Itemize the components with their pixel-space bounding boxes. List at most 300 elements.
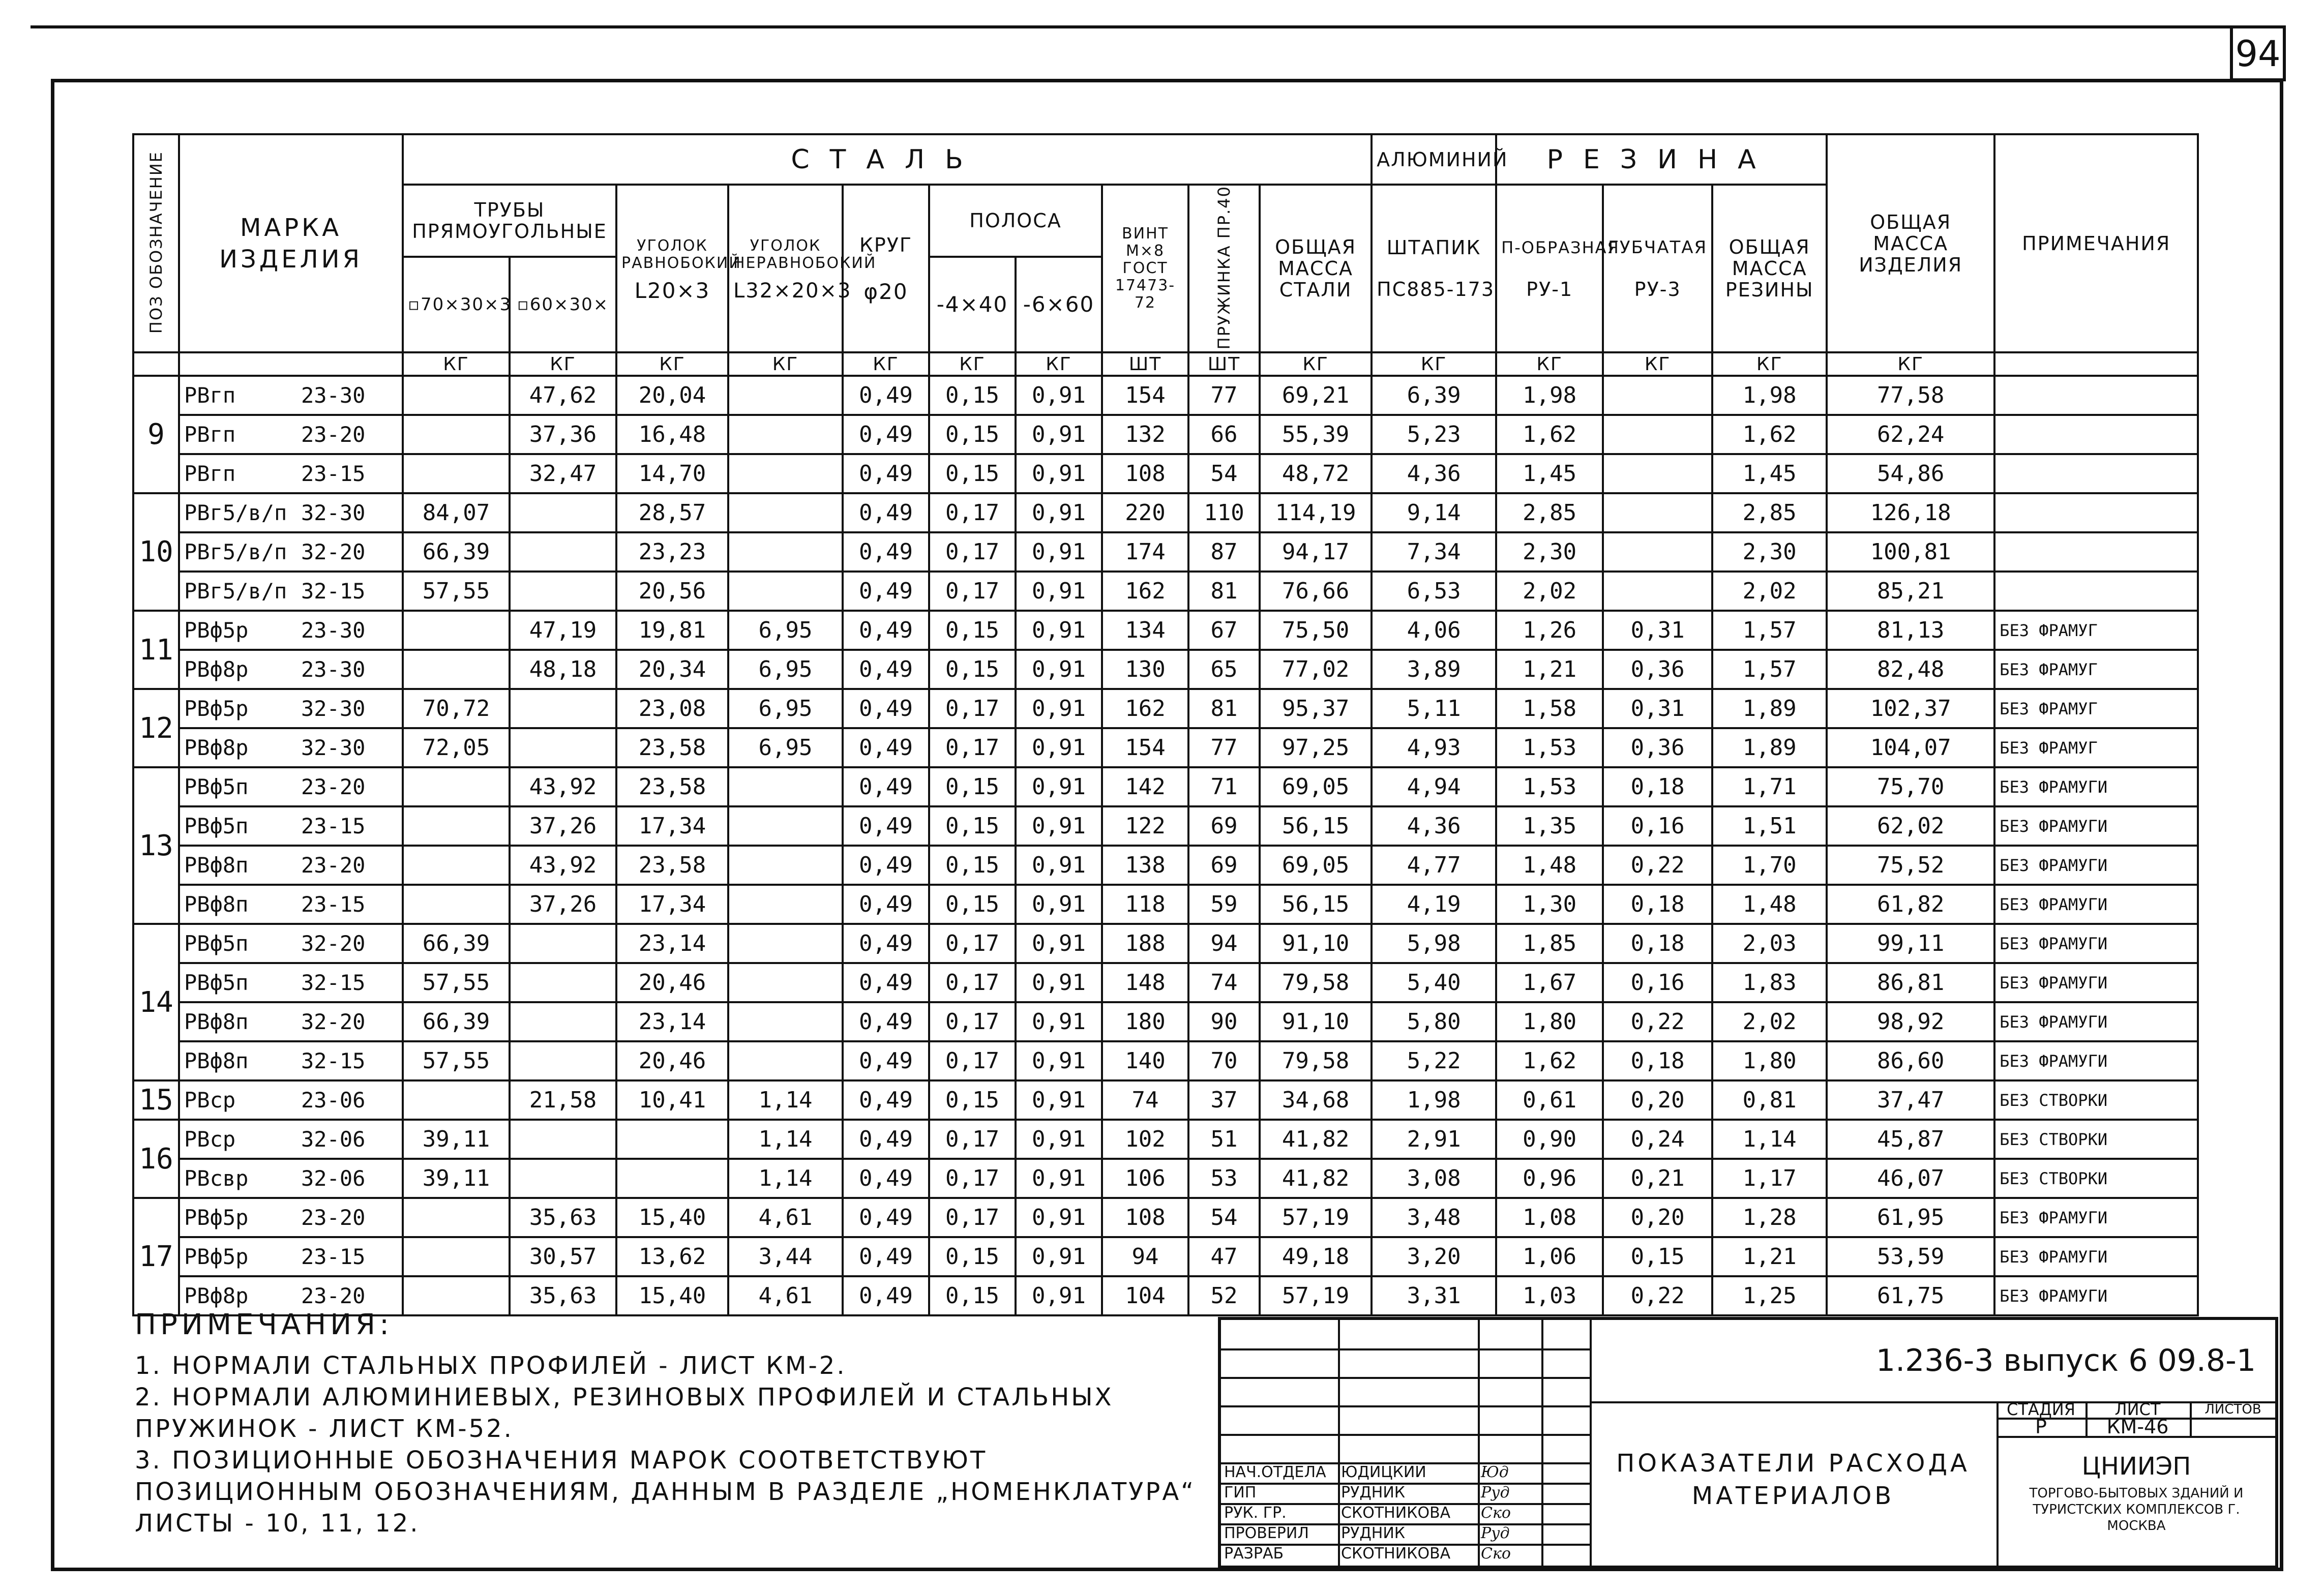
row-note: БЕЗ СТВОРКИ xyxy=(1994,1080,2198,1120)
row-value: 49,18 xyxy=(1260,1237,1372,1276)
sheet-value: КМ-46 xyxy=(2106,1416,2169,1438)
row-value: 94 xyxy=(1188,924,1260,963)
row-value: 4,61 xyxy=(728,1198,843,1237)
row-value: 54 xyxy=(1188,454,1260,493)
row-note: БЕЗ ФРАМУГ xyxy=(1994,689,2198,728)
row-value: 84,07 xyxy=(403,493,510,532)
row-value: 75,50 xyxy=(1260,611,1372,650)
steel-total-header: ОБЩАЯ МАССА СТАЛИ xyxy=(1260,185,1372,352)
unit-cell: КГ xyxy=(1372,352,1496,376)
row-value: 7,34 xyxy=(1372,532,1496,572)
row-value: 0,91 xyxy=(1016,1041,1102,1080)
row-value: 52 xyxy=(1188,1276,1260,1315)
row-value: 0,91 xyxy=(1016,924,1102,963)
row-value: 162 xyxy=(1102,572,1188,611)
tb-hline-2 xyxy=(1221,1377,1590,1379)
row-value: 3,89 xyxy=(1372,650,1496,689)
strip-a-header: -4×40 xyxy=(929,257,1016,352)
table-row xyxy=(133,1080,2198,1120)
table-body xyxy=(133,376,2198,1315)
row-value: 1,30 xyxy=(1496,885,1603,924)
row-value: 132 xyxy=(1102,415,1188,454)
row-value: 0,49 xyxy=(843,963,929,1002)
row-mark xyxy=(179,650,403,689)
row-mark xyxy=(179,1120,403,1159)
org-name: ЦНИИЭП xyxy=(2081,1452,2191,1481)
row-mark xyxy=(179,454,403,493)
row-value: 20,04 xyxy=(616,376,728,415)
sheet-number: 94 xyxy=(2230,25,2286,81)
row-value: 1,35 xyxy=(1496,806,1603,846)
table-row xyxy=(133,689,2198,728)
row-mark xyxy=(179,1080,403,1120)
row-value: 69,21 xyxy=(1260,376,1372,415)
row-value: 2,02 xyxy=(1712,1002,1827,1041)
row-mark xyxy=(179,806,403,846)
row-pos: 12 xyxy=(133,689,179,767)
row-value: 6,95 xyxy=(728,611,843,650)
row-value: 138 xyxy=(1102,846,1188,885)
notes-title: ПРИМЕЧАНИЯ: xyxy=(135,1308,393,1341)
mark-code: РВф8п xyxy=(184,1009,249,1035)
table-row xyxy=(133,1198,2198,1237)
row-value xyxy=(1603,493,1712,532)
units-row xyxy=(133,352,2198,376)
row-value xyxy=(1603,415,1712,454)
mark-size: 23-06 xyxy=(301,1088,366,1113)
row-value xyxy=(728,1041,843,1080)
angle-neq-header xyxy=(728,185,877,352)
units-blank-mark xyxy=(179,352,403,376)
unit-cell: КГ xyxy=(843,352,929,376)
row-value xyxy=(728,532,843,572)
row-value: 0,15 xyxy=(929,806,1016,846)
signer-signature: Юд xyxy=(1481,1463,1509,1481)
row-value: 0,15 xyxy=(929,767,1016,806)
tb-hline-1 xyxy=(1221,1348,1590,1350)
row-value: 47 xyxy=(1188,1237,1260,1276)
row-value: 0,91 xyxy=(1016,454,1102,493)
row-value: 23,14 xyxy=(616,924,728,963)
row-value: 1,28 xyxy=(1712,1198,1827,1237)
stage-header: СТАДИЯ xyxy=(2007,1400,2075,1419)
row-mark xyxy=(179,415,403,454)
row-value: 0,96 xyxy=(1496,1159,1603,1198)
row-value xyxy=(403,1237,510,1276)
row-value: 99,11 xyxy=(1827,924,1994,963)
row-value: 0,49 xyxy=(843,611,929,650)
row-value: 34,68 xyxy=(1260,1080,1372,1120)
signer-role: РУК. ГР. xyxy=(1224,1504,1287,1522)
row-value: 2,02 xyxy=(1496,572,1603,611)
row-note xyxy=(1994,493,2198,532)
row-value: 0,49 xyxy=(843,572,929,611)
row-value: 0,15 xyxy=(929,885,1016,924)
row-value: 1,14 xyxy=(728,1120,843,1159)
row-value: 0,49 xyxy=(843,376,929,415)
signer-name: СКОТНИКОВА xyxy=(1341,1504,1451,1522)
row-value: 23,58 xyxy=(616,728,728,767)
mark-size: 23-20 xyxy=(301,422,366,447)
row-value: 56,15 xyxy=(1260,806,1372,846)
row-value: 97,25 xyxy=(1260,728,1372,767)
row-value xyxy=(1603,572,1712,611)
row-value xyxy=(510,1159,616,1198)
row-value: 10,41 xyxy=(616,1080,728,1120)
row-value xyxy=(510,532,616,572)
row-value: 61,95 xyxy=(1827,1198,1994,1237)
row-value: 4,19 xyxy=(1372,885,1496,924)
mark-code: РВф8р xyxy=(184,1283,249,1309)
row-value: 0,91 xyxy=(1016,1237,1102,1276)
row-value xyxy=(510,689,616,728)
mark-size: 23-15 xyxy=(301,892,366,917)
row-value xyxy=(510,572,616,611)
units-blank-pos xyxy=(133,352,179,376)
row-value: 1,48 xyxy=(1712,885,1827,924)
row-value: 1,98 xyxy=(1372,1080,1496,1120)
unit-cell: КГ xyxy=(403,352,510,376)
row-value: 0,15 xyxy=(929,846,1016,885)
row-value: 0,91 xyxy=(1016,611,1102,650)
row-value: 0,91 xyxy=(1016,493,1102,532)
row-value: 5,80 xyxy=(1372,1002,1496,1041)
row-value xyxy=(403,650,510,689)
doc-title: ПОКАЗАТЕЛИ РАСХОДА МАТЕРИАЛОВ xyxy=(1616,1449,1970,1510)
row-value xyxy=(616,1120,728,1159)
row-mark xyxy=(179,963,403,1002)
row-value: 4,77 xyxy=(1372,846,1496,885)
row-value: 67 xyxy=(1188,611,1260,650)
row-value: 74 xyxy=(1102,1080,1188,1120)
row-value: 82,48 xyxy=(1827,650,1994,689)
row-value: 4,93 xyxy=(1372,728,1496,767)
table-row xyxy=(133,1120,2198,1159)
row-mark xyxy=(179,1237,403,1276)
row-value: 55,39 xyxy=(1260,415,1372,454)
row-value: 0,17 xyxy=(929,1198,1016,1237)
row-note: БЕЗ ФРАМУГ xyxy=(1994,611,2198,650)
row-value: 0,49 xyxy=(843,1159,929,1198)
mark-code: РВгп xyxy=(184,383,236,408)
row-value xyxy=(1603,376,1712,415)
row-value: 6,95 xyxy=(728,689,843,728)
row-value xyxy=(403,846,510,885)
table-row xyxy=(133,650,2198,689)
row-value: 4,61 xyxy=(728,1276,843,1315)
mark-size: 32-20 xyxy=(301,931,366,956)
row-value: 23,23 xyxy=(616,532,728,572)
row-pos: 11 xyxy=(133,611,179,689)
mark-code: РВгп xyxy=(184,422,236,447)
row-mark xyxy=(179,376,403,415)
table-row xyxy=(133,493,2198,532)
aluminum-group-header: АЛЮМИНИЙ xyxy=(1372,134,1496,185)
row-mark xyxy=(179,493,403,532)
row-value: 6,95 xyxy=(728,650,843,689)
row-value: 0,49 xyxy=(843,415,929,454)
row-value: 1,98 xyxy=(1712,376,1827,415)
row-value: 0,91 xyxy=(1016,885,1102,924)
mark-size: 23-20 xyxy=(301,774,366,800)
spring-header: ПРУЖИНКА ПР.40 xyxy=(1188,185,1260,352)
row-value: 5,40 xyxy=(1372,963,1496,1002)
row-value: 70 xyxy=(1188,1041,1260,1080)
row-value: 0,17 xyxy=(929,572,1016,611)
mark-size: 23-20 xyxy=(301,1205,366,1230)
row-value: 1,62 xyxy=(1496,1041,1603,1080)
shtapik-header xyxy=(1372,185,1496,352)
row-value: 106 xyxy=(1102,1159,1188,1198)
row-value: 1,26 xyxy=(1496,611,1603,650)
unit-cell-blank xyxy=(1994,352,2198,376)
row-value: 1,85 xyxy=(1496,924,1603,963)
row-value: 0,17 xyxy=(929,1120,1016,1159)
row-value: 4,36 xyxy=(1372,454,1496,493)
row-mark xyxy=(179,885,403,924)
notes-block xyxy=(135,1309,1203,1539)
row-value: 16,48 xyxy=(616,415,728,454)
row-value: 0,49 xyxy=(843,689,929,728)
row-value: 1,89 xyxy=(1712,728,1827,767)
row-value: 1,51 xyxy=(1712,806,1827,846)
row-value: 71 xyxy=(1188,767,1260,806)
row-value: 0,15 xyxy=(1603,1237,1712,1276)
row-value: 37 xyxy=(1188,1080,1260,1120)
row-value: 1,62 xyxy=(1712,415,1827,454)
stage-value: Р xyxy=(2035,1416,2047,1438)
row-value xyxy=(728,963,843,1002)
row-value: 3,48 xyxy=(1372,1198,1496,1237)
row-value: 95,37 xyxy=(1260,689,1372,728)
row-value: 37,26 xyxy=(510,806,616,846)
row-value xyxy=(1603,454,1712,493)
total-mass-header: ОБЩАЯ МАССА ИЗДЕЛИЯ xyxy=(1827,134,1994,352)
mark-code: РВг5/в/п xyxy=(184,579,287,604)
row-value: 5,23 xyxy=(1372,415,1496,454)
table-row xyxy=(133,1002,2198,1041)
row-value: 220 xyxy=(1102,493,1188,532)
row-value: 23,58 xyxy=(616,767,728,806)
row-note: БЕЗ ФРАМУГИ xyxy=(1994,767,2198,806)
row-value xyxy=(510,493,616,532)
row-value xyxy=(403,1198,510,1237)
row-value: 1,45 xyxy=(1496,454,1603,493)
unit-cell: КГ xyxy=(1496,352,1603,376)
row-value: 134 xyxy=(1102,611,1188,650)
angle-neq-label: УГОЛОК НЕРАВНОБОКИЙ xyxy=(733,237,877,273)
row-value: 41,82 xyxy=(1260,1159,1372,1198)
row-pos: 13 xyxy=(133,767,179,924)
row-value: 23,08 xyxy=(616,689,728,728)
row-value: 0,17 xyxy=(929,689,1016,728)
shtapik-code: ПС885-173 xyxy=(1377,278,1495,301)
row-value: 17,34 xyxy=(616,885,728,924)
row-value: 1,21 xyxy=(1496,650,1603,689)
row-note xyxy=(1994,532,2198,572)
row-value: 0,15 xyxy=(929,415,1016,454)
row-note: БЕЗ ФРАМУГИ xyxy=(1994,1002,2198,1041)
row-pos: 16 xyxy=(133,1120,179,1198)
signer-name: РУДНИК xyxy=(1341,1524,1406,1542)
row-value: 87 xyxy=(1188,532,1260,572)
row-value: 0,49 xyxy=(843,1002,929,1041)
row-value: 0,49 xyxy=(843,1120,929,1159)
row-note: БЕЗ ФРАМУГИ xyxy=(1994,1198,2198,1237)
row-value xyxy=(510,1002,616,1041)
row-value: 39,11 xyxy=(403,1120,510,1159)
mark-code: РВф5п xyxy=(184,774,249,800)
mark-size: 23-30 xyxy=(301,618,366,643)
row-value: 57,19 xyxy=(1260,1198,1372,1237)
row-value: 0,49 xyxy=(843,1237,929,1276)
row-value: 32,47 xyxy=(510,454,616,493)
row-value: 0,15 xyxy=(929,376,1016,415)
row-value: 57,55 xyxy=(403,1041,510,1080)
table-row xyxy=(133,454,2198,493)
row-value: 2,30 xyxy=(1496,532,1603,572)
row-value: 86,60 xyxy=(1827,1041,1994,1080)
table-row xyxy=(133,728,2198,767)
row-value: 1,21 xyxy=(1712,1237,1827,1276)
table-row xyxy=(133,806,2198,846)
row-value: 48,72 xyxy=(1260,454,1372,493)
row-value: 0,49 xyxy=(843,1276,929,1315)
row-value: 1,57 xyxy=(1712,650,1827,689)
row-value: 1,98 xyxy=(1496,376,1603,415)
row-value: 104,07 xyxy=(1827,728,1994,767)
row-mark xyxy=(179,1198,403,1237)
mark-size: 32-15 xyxy=(301,1048,366,1074)
row-pos: 17 xyxy=(133,1198,179,1315)
row-value: 174 xyxy=(1102,532,1188,572)
row-value xyxy=(510,728,616,767)
row-mark xyxy=(179,532,403,572)
row-value xyxy=(728,493,843,532)
row-value: 0,49 xyxy=(843,1080,929,1120)
mark-code: РВф8п xyxy=(184,892,249,917)
row-value: 0,18 xyxy=(1603,767,1712,806)
row-value: 69 xyxy=(1188,806,1260,846)
row-value: 94 xyxy=(1102,1237,1188,1276)
row-value: 57,55 xyxy=(403,572,510,611)
row-value: 0,91 xyxy=(1016,963,1102,1002)
row-value: 51 xyxy=(1188,1120,1260,1159)
notes-header: ПРИМЕЧАНИЯ xyxy=(1994,134,2198,352)
org-desc: ТОРГОВО-БЫТОВЫХ ЗДАНИЙ И ТУРИСТСКИХ КОМПЛЕКСОВ Г. МОСКВА xyxy=(2029,1486,2244,1534)
row-value xyxy=(403,376,510,415)
row-value xyxy=(403,1080,510,1120)
row-value: 15,40 xyxy=(616,1276,728,1315)
row-note: БЕЗ ФРАМУГИ xyxy=(1994,963,2198,1002)
row-mark xyxy=(179,1002,403,1041)
row-value: 0,16 xyxy=(1603,806,1712,846)
table-row xyxy=(133,767,2198,806)
row-value: 0,91 xyxy=(1016,1159,1102,1198)
signer-signature: Руд xyxy=(1481,1524,1510,1542)
row-value: 66 xyxy=(1188,415,1260,454)
mark-size: 32-20 xyxy=(301,539,366,565)
row-value: 5,22 xyxy=(1372,1041,1496,1080)
row-value: 20,34 xyxy=(616,650,728,689)
row-value: 142 xyxy=(1102,767,1188,806)
row-value: 15,40 xyxy=(616,1198,728,1237)
row-value: 74 xyxy=(1188,963,1260,1002)
row-value xyxy=(728,846,843,885)
row-value: 118 xyxy=(1102,885,1188,924)
row-value: 104 xyxy=(1102,1276,1188,1315)
mark-code: РВср xyxy=(184,1127,236,1152)
sponge-label: ГУБЧАТАЯ xyxy=(1608,237,1708,258)
signer-role: РАЗРАБ xyxy=(1224,1545,1284,1563)
unit-cell: КГ xyxy=(728,352,843,376)
row-value: 140 xyxy=(1102,1041,1188,1080)
table-row xyxy=(133,885,2198,924)
row-value: 0,17 xyxy=(929,1041,1016,1080)
angle-eq-label: УГОЛОК РАВНОБОКИЙ xyxy=(621,237,741,273)
row-value: 0,91 xyxy=(1016,572,1102,611)
row-value: 6,53 xyxy=(1372,572,1496,611)
row-value: 108 xyxy=(1102,454,1188,493)
row-value: 0,17 xyxy=(929,532,1016,572)
row-value: 30,57 xyxy=(510,1237,616,1276)
row-value: 0,49 xyxy=(843,1198,929,1237)
row-value: 0,15 xyxy=(929,1237,1016,1276)
row-value: 4,06 xyxy=(1372,611,1496,650)
row-value: 56,15 xyxy=(1260,885,1372,924)
row-value: 5,11 xyxy=(1372,689,1496,728)
row-value: 188 xyxy=(1102,924,1188,963)
row-value: 79,58 xyxy=(1260,1041,1372,1080)
row-value: 75,70 xyxy=(1827,767,1994,806)
row-value: 62,02 xyxy=(1827,806,1994,846)
row-value xyxy=(403,767,510,806)
row-value: 76,66 xyxy=(1260,572,1372,611)
signer-role: НАЧ.ОТДЕЛА xyxy=(1224,1463,1326,1481)
row-value: 0,49 xyxy=(843,728,929,767)
row-note: БЕЗ СТВОРКИ xyxy=(1994,1120,2198,1159)
row-value: 3,31 xyxy=(1372,1276,1496,1315)
mark-size: 32-30 xyxy=(301,500,366,526)
mark-code: РВф5п xyxy=(184,814,249,839)
circle-label: КРУГ xyxy=(859,234,913,257)
sponge-code: РУ-3 xyxy=(1634,278,1681,301)
tb-vline-3 xyxy=(1541,1320,1543,1566)
signer-signature: Ско xyxy=(1481,1545,1511,1563)
row-value: 0,15 xyxy=(929,611,1016,650)
row-value: 43,92 xyxy=(510,767,616,806)
pipe-a-header: ▫70×30×3 xyxy=(403,257,510,352)
row-value: 122 xyxy=(1102,806,1188,846)
row-value: 57,19 xyxy=(1260,1276,1372,1315)
p-shaped-label: П-ОБРАЗНАЯ xyxy=(1501,238,1620,258)
row-value: 0,91 xyxy=(1016,846,1102,885)
row-value: 77 xyxy=(1188,728,1260,767)
tb-hline-4 xyxy=(1221,1434,1590,1436)
mark-code: РВф5р xyxy=(184,618,249,643)
mark-size: 32-06 xyxy=(301,1127,366,1152)
row-value: 110 xyxy=(1188,493,1260,532)
mark-code: РВф5п xyxy=(184,970,249,996)
row-mark xyxy=(179,1159,403,1198)
row-value: 1,58 xyxy=(1496,689,1603,728)
table-row xyxy=(133,572,2198,611)
row-value: 28,57 xyxy=(616,493,728,532)
row-value: 0,91 xyxy=(1016,1198,1102,1237)
row-value: 2,03 xyxy=(1712,924,1827,963)
row-value: 0,18 xyxy=(1603,885,1712,924)
row-value: 0,49 xyxy=(843,885,929,924)
